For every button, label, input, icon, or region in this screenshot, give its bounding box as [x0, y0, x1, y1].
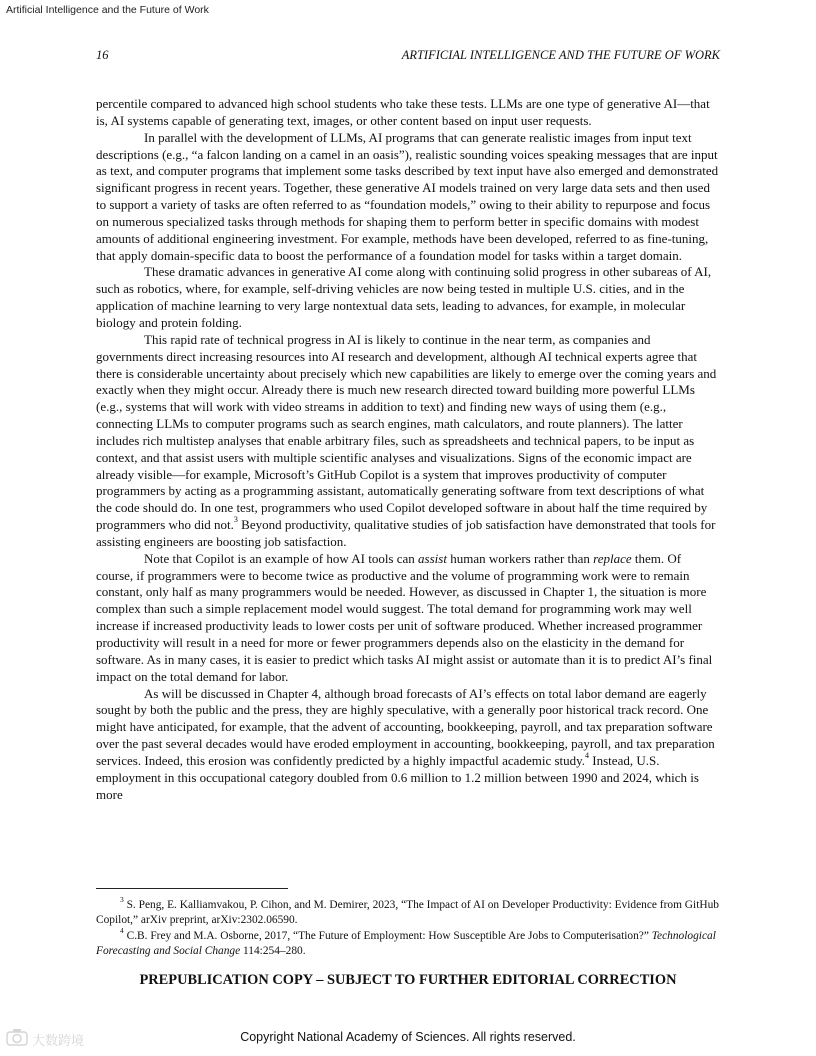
footnote-number: 3 [120, 895, 124, 904]
paragraph [96, 264, 720, 331]
prepublication-notice: PREPUBLICATION COPY – SUBJECT TO FURTHER EDITORIAL CORRECTION [139, 972, 677, 988]
footnote-divider [96, 888, 288, 889]
footnote-4 [96, 925, 720, 960]
copyright-footer: Copyright National Academy of Sciences. All rights reserved. [240, 1030, 576, 1044]
paragraph-text: Instead, U.S. employment in this occupational category doubled from 0.6 million to 1.2 million between 1990 and 2024, which is more [96, 752, 699, 802]
emphasis-assist: assist [418, 550, 447, 566]
footnote-number: 4 [120, 925, 124, 935]
footnote-ref-3[interactable]: 3 [233, 515, 238, 525]
paragraph-text: percentile compared to advanced high school students who take these tests. LLMs are one type of generative AI—that is, AI systems capable of generating text, images, or other content based on input user requests. [96, 96, 710, 128]
emphasis-replace: replace [593, 550, 632, 566]
footnote-3 [96, 895, 720, 929]
paragraph-text: As will be discussed in Chapter 4, although broad forecasts of AI’s effects on total labor demand are eagerly sought by both the public and the press, they are highly speculative, with a generally poor historical track record. One might have anticipated, for example, that the advent of accounting, bookkeeping, payroll, and tax preparation software over the past several decades would have eroded employment in accounting, bookkeeping, payroll, and tax preparation services. Indeed, this erosion was confidently predicted by a highly impactful academic study. [96, 685, 715, 768]
footnote-ref-4[interactable]: 4 [585, 750, 590, 760]
paragraph [96, 130, 720, 265]
footnote-text: C.B. Frey and M.A. Osborne, 2017, “The Future of Employment: How Susceptible Are Jobs to Computerisation?” [123, 929, 652, 942]
footnote-text: S. Peng, E. Kalliamvakou, P. Cihon, and M. Demirer, 2023, “The Impact of AI on Developer Productivity: Evidence from GitHub Copilot,” arXiv preprint, arXiv:2302.06590. [96, 899, 719, 927]
paragraph [96, 551, 720, 686]
page-number: 16 [96, 48, 109, 62]
paragraph-text: Note that Copilot is an example of how AI tools can [144, 550, 419, 566]
paragraph-text: them. Of course, if programmers were to become twice as productive and the volume of programming work were to remain constant, only half as many programmers would be needed. However, as discussed in Chapter 1, the situation is more complex than such a simple replacement model would suggest. The total demand for programming work may well increase if increased productivity leads to lower costs per unit of software produced. Whether increased programmer productivity will result in a need for more or fewer programmers depends also on the elasticity in the demand for software. As in many cases, it is easier to predict which tasks AI might assist or automate than it is to predict AI’s final impact on the total demand for labor. [96, 550, 713, 684]
paragraph [96, 332, 720, 551]
paragraph-text: This rapid rate of technical progress in AI is likely to continue in the near term, as companies and governments direct increasing resources into AI research and development, although AI technical experts agree that there is considerable uncertainty about precisely which new capabilities are likely to emerge over the coming years and exactly when they might occur. Already there is much new research directed toward building more powerful LLMs (e.g., systems that will work with video streams in addition to text) and finding new ways of using them (e.g., connecting LLMs to computer programs such as search engines, math calculators, and route planners). The latter includes rich multistep analyses that enable arbitrary files, such as spreadsheets and technical papers, to be input as context, and that assist users with multiple scientific analyses and visualizations. Signs of the economic impact are already visible—for example, Microsoft’s GitHub Copilot is a system that improves productivity of computer programmers by acting as a programming assistant, automatically generating software from text descriptions of what the code should do. In one test, programmers who used Copilot developed software in about half the time required by programmers who did not. [96, 331, 717, 533]
footnotes [96, 895, 720, 960]
footnote-text: 114:254–280. [240, 945, 306, 958]
paragraph-continued [96, 96, 720, 130]
paragraph-text: These dramatic advances in generative AI come along with continuing solid progress in other subareas of AI, such as robotics, where, for example, self-driving vehicles are now being tested in multiple U.S. cities, and in the application of machine learning to very large nontextual data sets, leading to advances, for example, in molecular biology and protein folding. [96, 264, 712, 330]
paragraph-text: In parallel with the development of LLMs, AI programs that can generate realistic images from input text descriptions (e.g., “a falcon landing on a camel in an oasis”), realistic sounding voices speaking messages that are input as text, and computer programs that implement some tasks described by text input have also emerged and demonstrated significant progress in recent years. Together, these generative AI models trained on very large data sets and then used to support a variety of tasks are often referred to as “foundation models,” owing to their ability to repurpose and focus on numerous specialized tasks through methods for shaping them to perform better in specific domains with modest amounts of additional engineering investment. For example, methods have been developed, referred to as fine-tuning, that apply domain-specific data to boost the performance of a foundation model for tasks within a target domain. [96, 129, 719, 263]
journal-title: Technological Forecasting and Social Change [96, 929, 716, 958]
running-header [96, 48, 720, 63]
browser-window-title: Artificial Intelligence and the Future of Work [6, 4, 209, 16]
paragraph-text: Beyond productivity, qualitative studies of job satisfaction have demonstrated that tools for assisting engineers are boosting job satisfaction. [96, 517, 716, 549]
paragraph [96, 686, 720, 804]
body-text [96, 96, 720, 803]
watermark-text: 大数跨境 [32, 1034, 85, 1049]
paragraph-text: human workers rather than [446, 550, 594, 566]
running-title: ARTIFICIAL INTELLIGENCE AND THE FUTURE OF WORK [401, 48, 720, 62]
